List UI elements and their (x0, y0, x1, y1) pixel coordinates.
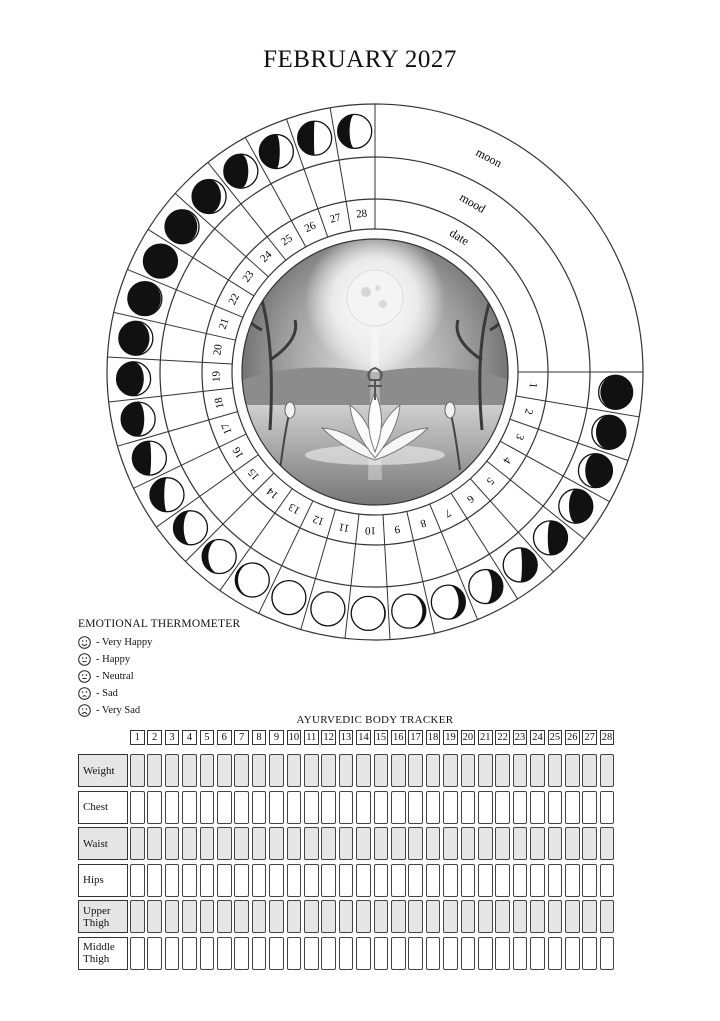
tracker-day-header: 26 (567, 732, 578, 743)
moon-phase-icon (235, 563, 269, 597)
tracker-cell[interactable] (130, 791, 145, 824)
emotional-thermometer-title: EMOTIONAL THERMOMETER (78, 618, 241, 630)
day-label: 1 (526, 382, 540, 389)
day-label: 9 (393, 522, 401, 536)
tracker-cell[interactable] (548, 754, 563, 787)
tracker-row-label: Waist (78, 827, 128, 860)
tracker-cell[interactable] (600, 900, 615, 933)
day-label: 25 (279, 232, 295, 249)
tracker-cell[interactable] (321, 864, 336, 897)
moon-phase-icon (431, 585, 465, 619)
tracker-cell[interactable] (513, 827, 528, 860)
tracker-row-label: Chest (78, 791, 128, 824)
tracker-cell[interactable] (443, 754, 458, 787)
tracker-cell[interactable] (147, 864, 162, 897)
tracker-cell[interactable] (200, 754, 215, 787)
tracker-cell[interactable] (234, 791, 249, 824)
tracker-cell[interactable] (269, 900, 284, 933)
tracker-cell[interactable] (217, 864, 232, 897)
tracker-cell[interactable] (513, 900, 528, 933)
moon-phase-icon (311, 592, 345, 626)
moon-phase-icon (351, 596, 385, 630)
day-label: 11 (337, 520, 351, 535)
tracker-cell[interactable] (374, 900, 389, 933)
tracker-cell[interactable] (478, 827, 493, 860)
day-label: 27 (328, 211, 343, 226)
moon-phase-icon (121, 402, 155, 436)
tracker-cell[interactable] (408, 791, 423, 824)
tracker-cell[interactable] (530, 754, 545, 787)
tracker-cell[interactable] (252, 900, 267, 933)
tracker-cell[interactable] (408, 900, 423, 933)
tracker-cell[interactable] (582, 900, 597, 933)
tracker-cell[interactable] (252, 791, 267, 824)
tracker-cell[interactable] (548, 937, 563, 970)
tracker-cell[interactable] (252, 827, 267, 860)
tracker-cell[interactable] (530, 864, 545, 897)
tracker-cell[interactable] (391, 937, 406, 970)
tracker-day-header: 25 (549, 732, 561, 743)
tracker-cell[interactable] (356, 754, 371, 787)
tracker-cell[interactable] (582, 827, 597, 860)
tracker-day-header: 13 (340, 732, 352, 743)
tracker-day-header: 12 (323, 732, 334, 743)
tracker-cell[interactable] (217, 900, 232, 933)
happy-face-icon (78, 653, 91, 666)
tracker-cell[interactable] (443, 827, 458, 860)
tracker-cell[interactable] (478, 754, 493, 787)
tracker-cell[interactable] (147, 827, 162, 860)
neutral-face-icon (78, 670, 91, 683)
day-label: 22 (226, 291, 243, 307)
moon-phase-icon (599, 375, 633, 409)
moon-phase-icon (150, 478, 184, 512)
tracker-cell[interactable] (304, 827, 319, 860)
tracker-cell[interactable] (234, 937, 249, 970)
day-label: 12 (311, 512, 326, 528)
tracker-cell[interactable] (478, 937, 493, 970)
tracker-cell[interactable] (565, 937, 580, 970)
moon-phase-icon (192, 180, 226, 214)
very-happy-face-icon (78, 636, 91, 649)
emotion-label: - Very Happy (96, 637, 153, 648)
tracker-cell[interactable] (565, 791, 580, 824)
tracker-cell[interactable] (200, 900, 215, 933)
tracker-cell[interactable] (513, 864, 528, 897)
tracker-cell[interactable] (339, 864, 354, 897)
moon-phase-icon (132, 441, 166, 475)
tracker-cell[interactable] (339, 791, 354, 824)
tracker-cell[interactable] (443, 791, 458, 824)
tracker-cell[interactable] (234, 864, 249, 897)
tracker-row-label: Weight (78, 754, 128, 787)
tracker-cell[interactable] (165, 827, 180, 860)
tracker-cell[interactable] (165, 754, 180, 787)
tracker-cell[interactable] (147, 754, 162, 787)
tracker-cell[interactable] (530, 791, 545, 824)
tracker-cell[interactable] (391, 864, 406, 897)
tracker-cell[interactable] (548, 827, 563, 860)
tracker-day-header: 6 (217, 730, 232, 745)
tracker-cell[interactable] (495, 827, 510, 860)
tracker-cell[interactable] (269, 827, 284, 860)
tracker-cell[interactable] (391, 827, 406, 860)
tracker-cell[interactable] (287, 827, 302, 860)
full-moon-icon (347, 270, 403, 326)
tracker-row-label: Upper Thigh (78, 900, 128, 933)
tracker-day-header: 20 (462, 732, 474, 743)
moon-phase-icon (298, 121, 332, 155)
tracker-cell[interactable] (339, 754, 354, 787)
tracker-cell[interactable] (374, 827, 389, 860)
tracker-cell[interactable] (600, 937, 615, 970)
tracker-cell[interactable] (374, 754, 389, 787)
tracker-day-header: 18 (427, 732, 439, 743)
tracker-cell[interactable] (200, 864, 215, 897)
moon-phase-icon (202, 540, 236, 574)
day-label: 26 (302, 219, 318, 236)
day-label: 8 (418, 516, 428, 530)
emotion-label: - Happy (96, 654, 131, 665)
moon-phase-icon (592, 415, 626, 449)
tracker-cell[interactable] (548, 791, 563, 824)
tracker-cell[interactable] (582, 937, 597, 970)
ring-label-moon: moon (473, 145, 505, 171)
tracker-cell[interactable] (461, 900, 476, 933)
tracker-row-label: Middle Thigh (78, 937, 128, 970)
tracker-cell[interactable] (565, 864, 580, 897)
tracker-day-header: 5 (200, 730, 215, 745)
tracker-day-header: 23 (514, 732, 526, 743)
day-label: 17 (219, 421, 235, 436)
tracker-cell[interactable] (426, 791, 441, 824)
day-label: 2 (521, 407, 535, 416)
day-label: 4 (500, 454, 514, 466)
tracker-cell[interactable] (513, 791, 528, 824)
tracker-cell[interactable] (356, 827, 371, 860)
emotion-row (78, 685, 240, 702)
tracker-cell[interactable] (269, 864, 284, 897)
tracker-cell[interactable] (443, 864, 458, 897)
tracker-day-header: 22 (497, 732, 508, 743)
emotional-thermometer (78, 618, 240, 719)
tracker-cell[interactable] (130, 827, 145, 860)
day-label: 16 (230, 444, 247, 461)
tracker-cell[interactable] (600, 791, 615, 824)
tracker-cell[interactable] (165, 900, 180, 933)
emotion-label: - Neutral (96, 671, 134, 682)
moon-phase-icon (165, 210, 199, 244)
sad-face-icon (78, 687, 91, 700)
tracker-cell[interactable] (321, 791, 336, 824)
tracker-cell[interactable] (356, 791, 371, 824)
tracker-cell[interactable] (339, 937, 354, 970)
day-label: 28 (355, 207, 368, 221)
tracker-cell[interactable] (287, 754, 302, 787)
tracker-cell[interactable] (147, 900, 162, 933)
tracker-day-header: 15 (375, 732, 387, 743)
tracker-cell[interactable] (391, 791, 406, 824)
tracker-cell[interactable] (321, 937, 336, 970)
day-label: 21 (216, 316, 232, 331)
tracker-day-header: 2 (147, 730, 162, 745)
tracker-cell[interactable] (600, 754, 615, 787)
day-label: 14 (264, 484, 281, 502)
tracker-cell[interactable] (200, 827, 215, 860)
moon-phase-icon (533, 521, 567, 555)
tracker-day-header: 11 (304, 730, 319, 745)
tracker-cell[interactable] (426, 864, 441, 897)
tracker-cell[interactable] (182, 827, 197, 860)
day-label: 6 (464, 492, 477, 506)
day-label: 3 (513, 431, 527, 442)
tracker-cell[interactable] (495, 791, 510, 824)
tracker-cell[interactable] (165, 937, 180, 970)
tracker-cell[interactable] (548, 900, 563, 933)
moon-phase-icon (117, 362, 151, 396)
tracker-cell[interactable] (182, 937, 197, 970)
emotion-label: - Very Sad (96, 705, 141, 716)
tracker-cell[interactable] (478, 900, 493, 933)
emotion-row (78, 651, 240, 668)
center-illustration (242, 230, 512, 515)
tracker-day-header: 27 (584, 732, 595, 743)
tracker-cell[interactable] (252, 864, 267, 897)
tracker-cell[interactable] (182, 900, 197, 933)
tracker-day-header: 24 (532, 732, 543, 743)
tracker-cell[interactable] (356, 900, 371, 933)
tracker-cell[interactable] (461, 864, 476, 897)
tracker-row-label: Hips (78, 864, 128, 897)
page-title: FEBRUARY 2027 (263, 46, 457, 73)
tracker-cell[interactable] (426, 754, 441, 787)
tracker-cell[interactable] (234, 900, 249, 933)
tracker-cell[interactable] (130, 937, 145, 970)
tracker-cell[interactable] (356, 864, 371, 897)
day-label: 23 (240, 268, 257, 285)
tracker-cell[interactable] (530, 937, 545, 970)
tracker-cell[interactable] (234, 827, 249, 860)
day-label: 13 (286, 500, 303, 517)
tracker-cell[interactable] (269, 754, 284, 787)
tracker-cell[interactable] (461, 754, 476, 787)
tracker-day-header: 16 (393, 732, 404, 743)
tracker-day-header: 9 (269, 730, 284, 745)
tracker-cell[interactable] (582, 864, 597, 897)
tracker-cell[interactable] (513, 937, 528, 970)
tracker-cell[interactable] (374, 864, 389, 897)
tracker-cell[interactable] (443, 937, 458, 970)
tracker-cell[interactable] (478, 864, 493, 897)
tracker-cell[interactable] (582, 791, 597, 824)
tracker-cell[interactable] (304, 937, 319, 970)
day-label: 15 (245, 466, 263, 483)
moon-phase-icon (578, 454, 612, 488)
tracker-day-header: 14 (358, 732, 369, 743)
emotion-row (78, 634, 240, 651)
tracker-cell[interactable] (130, 754, 145, 787)
tracker-day-header: 21 (480, 732, 491, 743)
moon-phase-icon (559, 489, 593, 523)
tracker-cell[interactable] (408, 937, 423, 970)
day-label: 20 (211, 343, 225, 357)
moon-phase-icon (224, 154, 258, 188)
tracker-cell[interactable] (287, 864, 302, 897)
tracker-cell[interactable] (408, 864, 423, 897)
tracker-cell[interactable] (200, 937, 215, 970)
tracker-cell[interactable] (391, 754, 406, 787)
tracker-cell[interactable] (478, 791, 493, 824)
tracker-day-header: 17 (410, 732, 421, 743)
tracker-cell[interactable] (321, 900, 336, 933)
tracker-cell[interactable] (147, 937, 162, 970)
moon-phase-icon (143, 244, 177, 278)
tracker-cell[interactable] (461, 791, 476, 824)
moon-phase-icon (338, 114, 372, 148)
tracker-cell[interactable] (200, 791, 215, 824)
tracker-cell[interactable] (426, 900, 441, 933)
tracker-cell[interactable] (408, 827, 423, 860)
emotion-label: - Sad (96, 688, 118, 699)
tracker-cell[interactable] (269, 791, 284, 824)
tracker-cell[interactable] (182, 864, 197, 897)
moon-phase-icon (119, 321, 153, 355)
tracker-cell[interactable] (287, 791, 302, 824)
tracker-day-header: 19 (445, 732, 456, 743)
tracker-cell[interactable] (495, 937, 510, 970)
day-label: 18 (212, 396, 227, 410)
tracker-cell[interactable] (304, 754, 319, 787)
tracker-cell[interactable] (565, 754, 580, 787)
tracker-cell[interactable] (217, 791, 232, 824)
tracker-cell[interactable] (356, 937, 371, 970)
tracker-cell[interactable] (182, 754, 197, 787)
tracker-cell[interactable] (600, 864, 615, 897)
tracker-cell[interactable] (182, 791, 197, 824)
tracker-cell[interactable] (461, 937, 476, 970)
tracker-cell[interactable] (426, 827, 441, 860)
tracker-cell[interactable] (495, 754, 510, 787)
tracker-cell[interactable] (304, 864, 319, 897)
moon-phase-icon (503, 548, 537, 582)
moon-phase-icon (469, 570, 503, 604)
tracker-day-header: 8 (252, 730, 267, 745)
tracker-day-header: 10 (288, 732, 300, 743)
tracker-cell[interactable] (548, 864, 563, 897)
tracker-cell[interactable] (600, 827, 615, 860)
tracker-cell[interactable] (217, 827, 232, 860)
tracker-cell[interactable] (495, 864, 510, 897)
tracker-cell[interactable] (321, 827, 336, 860)
tracker-cell[interactable] (130, 864, 145, 897)
tracker-cell[interactable] (339, 900, 354, 933)
tracker-cell[interactable] (165, 791, 180, 824)
tracker-cell[interactable] (147, 791, 162, 824)
day-label: 5 (483, 474, 497, 487)
tracker-cell[interactable] (304, 900, 319, 933)
moon-phase-icon (173, 511, 207, 545)
emotion-row (78, 668, 240, 685)
tracker-cell[interactable] (374, 791, 389, 824)
tracker-day-header: 7 (234, 730, 249, 745)
tracker-cell[interactable] (408, 754, 423, 787)
day-label: 24 (258, 248, 275, 265)
tracker-cell[interactable] (513, 754, 528, 787)
moon-phase-icon (392, 594, 426, 628)
tracker-cell[interactable] (165, 864, 180, 897)
tracker-title: AYURVEDIC BODY TRACKER (296, 714, 454, 726)
tracker-cell[interactable] (217, 754, 232, 787)
tracker-cell[interactable] (217, 937, 232, 970)
tracker-cell[interactable] (374, 937, 389, 970)
tracker-cell[interactable] (252, 937, 267, 970)
tracker-cell[interactable] (530, 900, 545, 933)
tracker-cell[interactable] (321, 754, 336, 787)
day-label: 7 (442, 506, 453, 520)
tracker-cell[interactable] (130, 900, 145, 933)
tracker-cell[interactable] (391, 900, 406, 933)
moon-phase-icon (259, 135, 293, 169)
tracker-cell[interactable] (287, 937, 302, 970)
tracker-day-header: 3 (165, 730, 180, 745)
tracker-cell[interactable] (287, 900, 302, 933)
tracker-cell[interactable] (339, 827, 354, 860)
tracker-cell[interactable] (565, 900, 580, 933)
moon-phase-icon (128, 282, 162, 316)
ring-label-date: date (447, 225, 472, 249)
tracker-cell[interactable] (443, 900, 458, 933)
tracker-cell[interactable] (565, 827, 580, 860)
tracker-cell[interactable] (426, 937, 441, 970)
tracker-day-header: 28 (601, 732, 613, 743)
tracker-cell[interactable] (252, 754, 267, 787)
ring-label-mood: mood (457, 190, 488, 216)
tracker-cell[interactable] (269, 937, 284, 970)
day-label: 10 (364, 524, 377, 537)
tracker-day-header: 1 (130, 730, 145, 745)
tracker-cell[interactable] (234, 754, 249, 787)
moon-phase-icon (272, 581, 306, 615)
day-label: 19 (210, 370, 223, 383)
tracker-cell[interactable] (582, 754, 597, 787)
tracker-cell[interactable] (530, 827, 545, 860)
tracker-day-header: 4 (182, 730, 197, 745)
tracker-cell[interactable] (304, 791, 319, 824)
tracker-cell[interactable] (495, 900, 510, 933)
tracker-cell[interactable] (461, 827, 476, 860)
